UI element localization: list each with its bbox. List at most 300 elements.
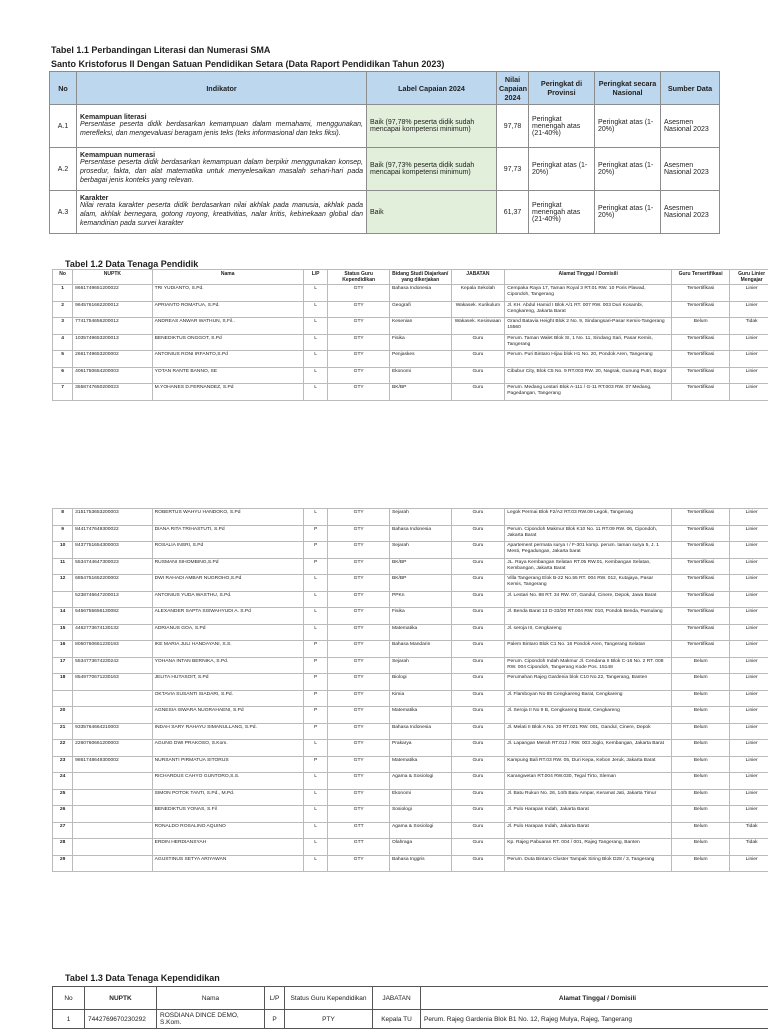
- table-cell: GTY: [328, 384, 390, 401]
- table-cell: M.YOHANES D.FERNANDEZ, S.Pd: [152, 384, 303, 401]
- table-cell: Linier: [730, 575, 768, 592]
- table-cell: DWI RAHADI AMBAR NUGROHO,S.Pd: [152, 575, 303, 592]
- table-cell: GTY: [328, 367, 390, 384]
- achievement-label: Baik: [367, 191, 497, 234]
- table-cell: Linier: [730, 855, 768, 872]
- table-cell: GTY: [328, 855, 390, 872]
- table-cell: Linier: [730, 334, 768, 351]
- table-cell: Belum: [672, 723, 730, 740]
- table-cell: Cibubur City, Blok C5 No. 9 RT.003 RW. 20, Nagrak, Gunung Putri, Bogor: [505, 367, 672, 384]
- table-cell: GTY: [328, 806, 390, 823]
- table-cell: Bahasa Mandarin: [389, 641, 451, 658]
- table-cell: Bahasa Inggris: [389, 855, 451, 872]
- table-cell: Agama & Sosiologi: [389, 773, 451, 790]
- table-cell: Guru: [451, 674, 505, 691]
- table-cell: Belum: [672, 756, 730, 773]
- table-cell: L: [303, 384, 328, 401]
- table-cell: TRI YUDIANTO, S.Pd.: [152, 285, 303, 302]
- table-cell: 4: [53, 334, 73, 351]
- table-cell: Belum: [672, 806, 730, 823]
- table-cell: BENEDIKTUS YONAS, S.Fil: [152, 806, 303, 823]
- header-cell: No: [53, 987, 85, 1010]
- table-cell: Tidak: [730, 822, 768, 839]
- indicator-title: Kemampuan literasi: [80, 114, 363, 121]
- header-cell: JABATAN: [373, 987, 421, 1010]
- header-cell: Bidang Studi Diajarkan/ yang dikerjakan: [389, 270, 451, 285]
- table-cell: 1: [53, 1010, 85, 1029]
- table-row: [53, 558, 768, 575]
- table2-caption: Tabel 1.2 Data Tenaga Pendidik: [65, 259, 198, 269]
- table-cell: P: [303, 674, 328, 691]
- table-cell: YOTAN RANTE BANNO, SE: [152, 367, 303, 384]
- table-cell: Belum: [672, 773, 730, 790]
- table-cell: Linier: [730, 674, 768, 691]
- table-cell: 7: [53, 384, 73, 401]
- table-cell: 25: [53, 789, 73, 806]
- table-cell: JL. Raya Kembangan Selatan RT.05 RW.01, Kembangan Selatan, Kembangan, Jakarta Barat: [505, 558, 672, 575]
- table-cell: Penjaskes: [389, 351, 451, 368]
- table-cell: Wakasek. Kesiswaan: [451, 318, 505, 335]
- table-row: [53, 608, 768, 625]
- table-cell: L: [303, 285, 328, 302]
- table-cell: Kesenian: [389, 318, 451, 335]
- table-cell: Belum: [672, 740, 730, 757]
- table-row: [53, 806, 768, 823]
- table-cell: Bahasa Indonesia: [389, 525, 451, 542]
- table-cell: Geografi: [389, 301, 451, 318]
- header-cell: Status Guru Kependidikan: [285, 987, 373, 1010]
- table-row: [53, 1010, 768, 1029]
- table-cell: Linier: [730, 789, 768, 806]
- admin-staff-table: [52, 986, 768, 1029]
- province-rank: Peringkat menengah atas (21-40%): [529, 105, 595, 148]
- table-cell: 6: [53, 367, 73, 384]
- table-cell: L: [303, 575, 328, 592]
- table-cell: GTY: [328, 509, 390, 526]
- table-cell: GTY: [328, 591, 390, 608]
- table-row: [53, 641, 768, 658]
- table-cell: Belum: [672, 855, 730, 872]
- table-cell: P: [303, 690, 328, 707]
- table-cell: GTY: [328, 740, 390, 757]
- table-cell: 5534773674230242: [73, 657, 152, 674]
- indicator-description: Persentase peserta didik berdasarkan kemampuan dalam berpikir menggunakan konsep, prosedur, fakta, dan alat matematika untuk menyelesaikan masalah sehari-hari pada berbagai jenis konteks yang relevan.: [80, 159, 363, 185]
- table-row: [53, 822, 768, 839]
- table-cell: Jl. seroja III, Cengkareng: [505, 624, 672, 641]
- table-cell: 14: [53, 608, 73, 625]
- table-cell: SIMON POTOK TANTI, S.Pd., M.Pd.: [152, 789, 303, 806]
- table-row: [53, 624, 768, 641]
- achievement-value: 97,73: [497, 148, 529, 191]
- province-rank: Peringkat atas (1-20%): [529, 148, 595, 191]
- table-cell: 9645761662200012: [73, 301, 152, 318]
- table-cell: PPKn: [389, 591, 451, 608]
- indicator-description: Persentase peserta didik berdasarkan kemampuan dalam memahami, menggunakan, merefleksi, dan mengevaluasi beragam jenis teks (teks informasional dan teks fiksi).: [80, 121, 363, 139]
- table-cell: INDAH SARY RAHAYU SIMANULLANG, S.Pd.: [152, 723, 303, 740]
- table-cell: Linier: [730, 806, 768, 823]
- table-cell: Tersertifikasi: [672, 558, 730, 575]
- table-cell: Belum: [672, 657, 730, 674]
- table-cell: Jl. Seroja II No 9 B, Cengkareng Barat, Cengkareng: [505, 707, 672, 724]
- table-row: [53, 839, 768, 856]
- table-cell: Guru: [451, 756, 505, 773]
- table-cell: 4462773674130132: [73, 624, 152, 641]
- table-cell: Matematika: [389, 624, 451, 641]
- table-cell: Guru: [451, 855, 505, 872]
- table-row: [53, 690, 768, 707]
- table-cell: P: [265, 1010, 285, 1029]
- table-cell: [73, 690, 152, 707]
- table-cell: Perum. Cipondoh Indah Makmur Jl. Cendana II Blok C-16 No. 2 RT. 008 RW. 004 Cipondoh, Tangerang Kode Pos. 15148: [505, 657, 672, 674]
- table-cell: ROSDIANA DINCE DEMO, S.Kom.: [157, 1010, 265, 1029]
- table-cell: Linier: [730, 285, 768, 302]
- table-row: [53, 855, 768, 872]
- table-cell: 1: [53, 285, 73, 302]
- table-cell: [73, 822, 152, 839]
- table-cell: Olahraga: [389, 839, 451, 856]
- table-cell: Tersertifikasi: [672, 285, 730, 302]
- table-cell: 2661749653200002: [73, 351, 152, 368]
- header-cell: Peringkat di Provinsi: [529, 72, 595, 105]
- table-cell: Guru: [451, 740, 505, 757]
- table-cell: BK/BP: [389, 575, 451, 592]
- table-cell: PTY: [285, 1010, 373, 1029]
- indicator-title: Kemampuan numerasi: [80, 152, 363, 159]
- table-cell: Grand Batavia Height Blok 2 No. 9, Sindangsari-Pasar Kemis-Tangerang 15560: [505, 318, 672, 335]
- table-cell: L: [303, 367, 328, 384]
- table3-caption: Tabel 1.3 Data Tenaga Kependidikan: [65, 973, 220, 983]
- table-header-row: [50, 72, 720, 105]
- table-cell: 3: [53, 318, 73, 335]
- table-cell: Guru: [451, 384, 505, 401]
- table-cell: BK/BP: [389, 384, 451, 401]
- table-cell: 18: [53, 674, 73, 691]
- table1-caption-title: Tabel 1.1 Perbandingan Literasi dan Numerasi SMA: [51, 45, 270, 55]
- table-cell: Apartement permata surya I / F-301 komp. perum. taman surya 5, J. 1 Mesti, Pegadungan, Jakarta barat: [505, 542, 672, 559]
- table-cell: Guru: [451, 707, 505, 724]
- table-cell: ANDREAS ANWAR WATHUN, S.Fil..: [152, 318, 303, 335]
- table-cell: Bahasa Indonesia: [389, 723, 451, 740]
- table-cell: Tersertifikasi: [672, 334, 730, 351]
- table-cell: Guru: [451, 591, 505, 608]
- table-cell: 16: [53, 641, 73, 658]
- header-cell: L/P: [265, 987, 285, 1010]
- table-cell: 1035749653200013: [73, 334, 152, 351]
- table-cell: Palem Bintaro Blok C1 No. 16 Pondok Aren, Tangerang Selatan: [505, 641, 672, 658]
- header-cell: L/P: [303, 270, 328, 285]
- table-cell: [73, 806, 152, 823]
- table-cell: 5534744647300023: [73, 558, 152, 575]
- table-cell: GTY: [328, 301, 390, 318]
- header-cell: Alamat Tinggal / Domisili: [421, 987, 768, 1010]
- data-source: Asesmen Nasional 2023: [661, 191, 720, 234]
- table-cell: GTY: [328, 690, 390, 707]
- table-row: [53, 509, 768, 526]
- table-cell: Guru: [451, 542, 505, 559]
- header-cell: Guru Tersertifikasi: [672, 270, 730, 285]
- table-cell: L: [303, 301, 328, 318]
- table-cell: Perum. Puri Bintaro Hijau blok H1 No. 20, Pondok Aren, Tangerang: [505, 351, 672, 368]
- table-cell: 29: [53, 855, 73, 872]
- data-source: Asesmen Nasional 2023: [661, 148, 720, 191]
- table-row: [53, 789, 768, 806]
- province-rank: Peringkat menengah atas (21-40%): [529, 191, 595, 234]
- table-row: [53, 575, 768, 592]
- table-cell: Tersertifikasi: [672, 575, 730, 592]
- table-cell: Linier: [730, 608, 768, 625]
- table-cell: Fisika: [389, 334, 451, 351]
- table-cell: Linier: [730, 641, 768, 658]
- table-row: [53, 756, 768, 773]
- table-cell: AGUSTINUS SETYA ARIYAWAN: [152, 855, 303, 872]
- table-cell: P: [303, 723, 328, 740]
- table-cell: RICHARDUS CAHYO GUNTORO,S.S.: [152, 773, 303, 790]
- table-cell: Perum. Cipondoh Makmur Blok K10 No. 11 RT.09 RW. 06, Cipondoh, Jakarta Barat: [505, 525, 672, 542]
- table-header-row: [53, 987, 768, 1010]
- table-cell: RONALDO ROSALINO AQUINO: [152, 822, 303, 839]
- table-row: [53, 318, 768, 335]
- table-cell: GTY: [328, 525, 390, 542]
- table-cell: GTY: [328, 624, 390, 641]
- table-row: [53, 773, 768, 790]
- table-cell: 8549770671230163: [73, 674, 152, 691]
- table-cell: Linier: [730, 624, 768, 641]
- table-cell: Kepala TU: [373, 1010, 421, 1029]
- table-cell: Linier: [730, 723, 768, 740]
- table-row: [53, 367, 768, 384]
- table-cell: [73, 839, 152, 856]
- table-cell: Bahasa Indonesia: [389, 285, 451, 302]
- indicator-description: Nilai rerata karakter peserta didik berdasarkan nilai akhlak pada manusia, akhlak pada alam, akhlak bernegara, gotong royong, kreativitias, nalar kritis, kebinekaan global dan kemandirian pada survei karakter: [80, 202, 363, 228]
- table-cell: 9335764664210003: [73, 723, 152, 740]
- table-cell: Jl. Flamboyan No 85 Cengkareng Barat, Cengkareng: [505, 690, 672, 707]
- header-cell: Nama: [152, 270, 303, 285]
- table-cell: Jl. Lestari No. 88 RT. 34 RW. 07, Gandul, Cinere, Depok, Jawa Barat: [505, 591, 672, 608]
- table-cell: GTT: [328, 839, 390, 856]
- header-cell: Indikator: [77, 72, 367, 105]
- table-cell: Tersertifikasi: [672, 367, 730, 384]
- table-cell: Sejarah: [389, 657, 451, 674]
- table-cell: DIANA RITA TRIHASTUTI, S.Pd: [152, 525, 303, 542]
- header-cell: Status Guru Kependidikan: [328, 270, 390, 285]
- table-row: [53, 301, 768, 318]
- table-cell: Guru: [451, 525, 505, 542]
- table-cell: P: [303, 657, 328, 674]
- table-cell: Jl. Melati II Blok A No. 20 RT.021 RW. 001, Gandul, Cinere, Depok: [505, 723, 672, 740]
- table-cell: P: [303, 525, 328, 542]
- header-cell: Sumber Data: [661, 72, 720, 105]
- table-cell: L: [303, 839, 328, 856]
- table1-caption-subtitle: Santo Kristoforus II Dengan Satuan Pendidikan Setara (Data Raport Pendidikan Tahun 2023): [51, 59, 444, 69]
- table-cell: Linier: [730, 756, 768, 773]
- table-cell: 3558747650200023: [73, 384, 152, 401]
- table-cell: GTY: [328, 351, 390, 368]
- indicator-cell: [77, 191, 367, 234]
- table-cell: 8441747649300022: [73, 525, 152, 542]
- table-cell: ALEXANDER SAPTA SISWAHYUDI A. S.Pd: [152, 608, 303, 625]
- table-cell: AGNESIA ISWARA NUGRAHAENI, S.Pd: [152, 707, 303, 724]
- table-cell: Linier: [730, 367, 768, 384]
- table-cell: YOHANA INTAN BERNIKA, S.Pd.: [152, 657, 303, 674]
- table-cell: Guru: [451, 509, 505, 526]
- table-cell: Guru: [451, 839, 505, 856]
- table-cell: Guru: [451, 558, 505, 575]
- table-cell: ROSALIA INSRI, S.Pd: [152, 542, 303, 559]
- table-cell: 2: [53, 301, 73, 318]
- table-cell: Jl. Pulo Harapan Indah, Jakarta Barat: [505, 806, 672, 823]
- table-cell: Jl. Lapangan Merah RT.012 / RW. 003 Joglo, Kembangan, Jakarta Barat: [505, 740, 672, 757]
- table-cell: Tersertifikasi: [672, 351, 730, 368]
- table-cell: Guru: [451, 723, 505, 740]
- table-row: [53, 525, 768, 542]
- table-cell: P: [303, 542, 328, 559]
- achievement-value: 61,37: [497, 191, 529, 234]
- table-cell: 23: [53, 756, 73, 773]
- table-cell: GTY: [328, 707, 390, 724]
- table-cell: 4061750654200003: [73, 367, 152, 384]
- table-cell: Linier: [730, 740, 768, 757]
- table-cell: Prakarya: [389, 740, 451, 757]
- indicator-cell: [77, 148, 367, 191]
- data-source: Asesmen Nasional 2023: [661, 105, 720, 148]
- table-cell: Linier: [730, 525, 768, 542]
- table-cell: P: [303, 707, 328, 724]
- table-cell: 9861748649300002: [73, 756, 152, 773]
- national-rank: Peringkat atas (1-20%): [595, 191, 661, 234]
- table-cell: 17: [53, 657, 73, 674]
- table-row: [53, 384, 768, 401]
- table-cell: L: [303, 509, 328, 526]
- table-cell: GTY: [328, 334, 390, 351]
- table-cell: L: [303, 318, 328, 335]
- table-cell: Perum. Duta Bintaro Cluster Tampak Siring Blok D28 / 3, Tangerang: [505, 855, 672, 872]
- table-cell: Belum: [672, 707, 730, 724]
- table-row: [53, 285, 768, 302]
- table-cell: Belum: [672, 674, 730, 691]
- table-cell: Matematika: [389, 756, 451, 773]
- table-cell: P: [303, 558, 328, 575]
- table-cell: Guru: [451, 351, 505, 368]
- table-cell: Guru: [451, 367, 505, 384]
- table-row: [53, 723, 768, 740]
- table-cell: [73, 789, 152, 806]
- table-cell: Linier: [730, 542, 768, 559]
- table-cell: GTY: [328, 674, 390, 691]
- table-cell: APRIANTO ROMATUA, S.Pd.: [152, 301, 303, 318]
- table-row: [53, 740, 768, 757]
- table-cell: GTY: [328, 318, 390, 335]
- table-cell: [73, 773, 152, 790]
- table-cell: 3151753653200003: [73, 509, 152, 526]
- table-row: [53, 707, 768, 724]
- table-cell: Tersertifikasi: [672, 608, 730, 625]
- table-cell: Villa Tangerang Elok B-22 No.55 RT. 004 RW. 012, Kutajaya, Pasar Kemis, Tangerang: [505, 575, 672, 592]
- table-cell: Tersertifikasi: [672, 641, 730, 658]
- table-cell: GTY: [328, 608, 390, 625]
- national-rank: Peringkat atas (1-20%): [595, 148, 661, 191]
- table-cell: Jl. KH. Abdul Hamid I Blok A/1 RT. 007 RW. 003 Duri Kosambi, Cengkareng, Jakarta Barat: [505, 301, 672, 318]
- table-cell: L: [303, 624, 328, 641]
- header-cell: Peringkat secara Nasional: [595, 72, 661, 105]
- table-cell: Linier: [730, 351, 768, 368]
- table-row: [53, 351, 768, 368]
- table-cell: 7442769670230292: [85, 1010, 157, 1029]
- table-cell: Linier: [730, 773, 768, 790]
- header-cell: Guru Linier Mengajar: [730, 270, 768, 285]
- table-cell: Guru: [451, 624, 505, 641]
- table-row: [50, 105, 720, 148]
- table-cell: Kimia: [389, 690, 451, 707]
- table-cell: Jl. Pulo Harapan Indah, Jakarta Barat: [505, 822, 672, 839]
- table-cell: L: [303, 334, 328, 351]
- row-number: A.1: [50, 105, 77, 148]
- teaching-staff-table-part2: [52, 508, 768, 872]
- table-cell: Tidak: [730, 839, 768, 856]
- table-cell: Linier: [730, 558, 768, 575]
- table-cell: 2260760661200003: [73, 740, 152, 757]
- table-cell: Biologi: [389, 674, 451, 691]
- table-cell: GTY: [328, 575, 390, 592]
- table-row: [50, 191, 720, 234]
- table-cell: RUSMANI SIHOMBING,S.Pd: [152, 558, 303, 575]
- table-cell: Linier: [730, 591, 768, 608]
- table-cell: [53, 690, 73, 707]
- table-cell: Wakasek. Kurikulum: [451, 301, 505, 318]
- table-cell: 8437751654300003: [73, 542, 152, 559]
- table-cell: Linier: [730, 657, 768, 674]
- table-cell: Linier: [730, 707, 768, 724]
- achievement-label: Baik (97,78% peserta didik sudah mencapai kompetensi minimum): [367, 105, 497, 148]
- table-cell: [53, 591, 73, 608]
- table-cell: 9: [53, 525, 73, 542]
- table-cell: Belum: [672, 789, 730, 806]
- table-cell: Sejarah: [389, 509, 451, 526]
- table-cell: Jl. Benda Barat 13 D-33/20 RT.004 RW. 010, Pondok Benda, Pamulang: [505, 608, 672, 625]
- table-cell: L: [303, 591, 328, 608]
- table-row: [53, 674, 768, 691]
- table-cell: 21: [53, 723, 73, 740]
- table-cell: GTY: [328, 641, 390, 658]
- table-cell: Sosiologi: [389, 806, 451, 823]
- table-row: [53, 591, 768, 608]
- table-cell: 26: [53, 806, 73, 823]
- table-cell: 20: [53, 707, 73, 724]
- table-cell: L: [303, 351, 328, 368]
- table-cell: 8050760661230193: [73, 641, 152, 658]
- table-cell: Kp. Rajeg Pabuaran RT. 004 / 001, Rajeg Tangerang, Banten: [505, 839, 672, 856]
- table-cell: GTY: [328, 789, 390, 806]
- table-row: [53, 334, 768, 351]
- table-cell: Fisika: [389, 608, 451, 625]
- table-cell: 7741754656200012: [73, 318, 152, 335]
- table-cell: Belum: [672, 318, 730, 335]
- table-cell: BK/BP: [389, 558, 451, 575]
- table-cell: Guru: [451, 657, 505, 674]
- table-cell: Jl. Batu Rukun No. 26, 14/5 Batu Ampar, Keramat Jati, Jakarta Timur: [505, 789, 672, 806]
- table-cell: Belum: [672, 822, 730, 839]
- table-header-row: [53, 270, 768, 285]
- table-cell: Kampung Bali RT.03 RW. 05, Duri Kepa, Kebon Jeruk, Jakarta Barat: [505, 756, 672, 773]
- table-cell: Karangwetan RT.004 RW.030, Tegal Tirto, Sleman: [505, 773, 672, 790]
- table-cell: [73, 707, 152, 724]
- table-cell: Guru: [451, 575, 505, 592]
- table-cell: GTY: [328, 285, 390, 302]
- table-cell: 28: [53, 839, 73, 856]
- table-cell: GTY: [328, 723, 390, 740]
- table-cell: Tersertifikasi: [672, 542, 730, 559]
- table-cell: Perum. Medang Lestari Blok A-111 / G-11 RT.003 RW. 07 Medang, Pagedangan, Tangerang: [505, 384, 672, 401]
- table-cell: Tersertifikasi: [672, 384, 730, 401]
